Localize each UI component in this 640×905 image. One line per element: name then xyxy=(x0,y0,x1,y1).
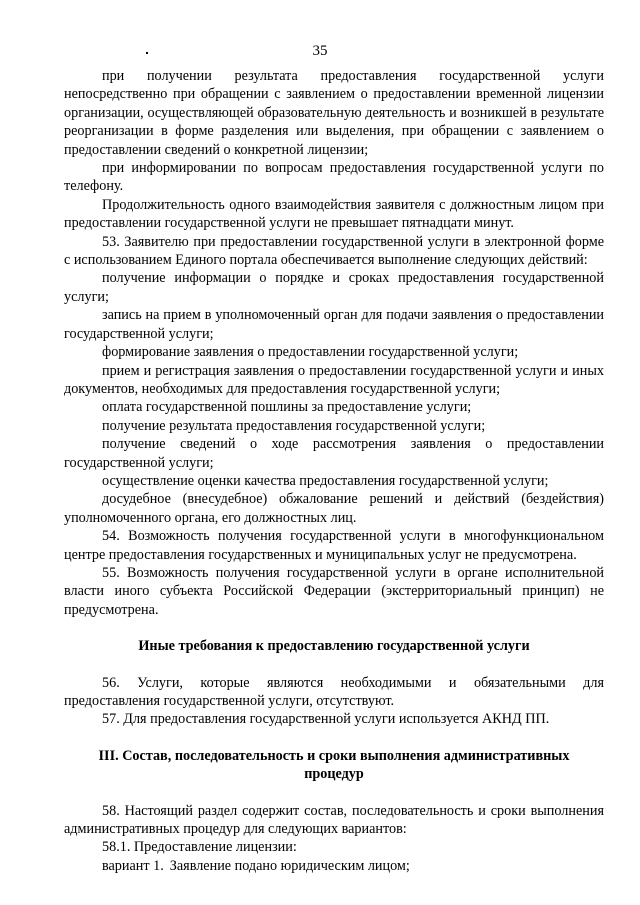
document-body xyxy=(64,67,604,875)
paragraph: Продолжительность одного взаимодействия заявителя с должностным лицом при предоставлении государственной услуги не превышает пятнадцати минут. xyxy=(64,196,604,232)
list-item: получение результата предоставления государственной услуги; xyxy=(102,417,486,434)
list-item: осуществление оценки качества предоставления государственной услуги; xyxy=(102,472,549,489)
list-item: досудебное (внесудебное) обжалование решений и действий (бездействия) уполномоченного органа, его должностных лиц. xyxy=(64,491,604,526)
variant-line xyxy=(64,857,604,875)
variant-label: вариант 1. xyxy=(102,857,164,874)
section-heading: Иные требования к предоставлению государственной услуги xyxy=(138,638,530,655)
list-item: запись на прием в уполномоченный орган для подачи заявления о предоставлении государственной услуги; xyxy=(64,307,604,342)
list-item: получение сведений о ходе рассмотрения заявления о предоставлении государственной услуги; xyxy=(64,436,604,471)
chapter-heading: III. Состав, последовательность и сроки выполнения административных процедур xyxy=(98,747,570,783)
list-item: получение информации о порядке и сроках предоставления государственной услуги; xyxy=(64,270,604,305)
paragraph-54: 54. Возможность получения государственной услуги в многофункциональном центре предоставления государственных и муниципальных услуг не предусмотрена. xyxy=(64,528,604,563)
paragraph-55: 55. Возможность получения государственной услуги в органе исполнительной власти иного субъекта Российской Федерации (экстерриториальный принцип) не предусмотрена. xyxy=(64,564,604,618)
list-item: прием и регистрация заявления о предоставлении государственной услуги и иных документов, необходимых для предоставления государственной услуги; xyxy=(64,362,604,397)
list-item: оплата государственной пошлины за предоставление услуги; xyxy=(102,399,472,416)
list-item: формирование заявления о предоставлении государственной услуги; xyxy=(102,344,519,361)
paragraph-58: 58. Настоящий раздел содержит состав, последовательность и сроки выполнения административных процедур для следующих вариантов: xyxy=(64,802,604,838)
paragraph: при информировании по вопросам предоставления государственной услуги по телефону. xyxy=(64,160,604,195)
paragraph-56: 56. Услуги, которые являются необходимыми и обязательными для предоставления государственной услуги, отсутствуют. xyxy=(64,674,604,709)
paragraph-53: 53. Заявителю при предоставлении государственной услуги в электронной форме с использованием Единого портала обеспечивается выполнение следующих действий: xyxy=(64,233,604,269)
paragraph: при получении результата предоставления государственной услуги непосредственно при обращении с заявлением о предоставлении временной лицензии организации, осуществляющей образовательную деятельность и возникшей в результате реорганизации в форме разделения или выделения, при обращении с заявлением о предоставлении сведений о конкретной лицензии; xyxy=(64,68,604,158)
paragraph-58-1: 58.1. Предоставление лицензии: xyxy=(102,839,297,856)
variant-text: Заявление подано юридическим лицом; xyxy=(169,857,410,874)
page-number: 35 xyxy=(312,43,328,59)
paragraph-57: 57. Для предоставления государственной услуги используется АКНД ПП. xyxy=(102,711,550,728)
